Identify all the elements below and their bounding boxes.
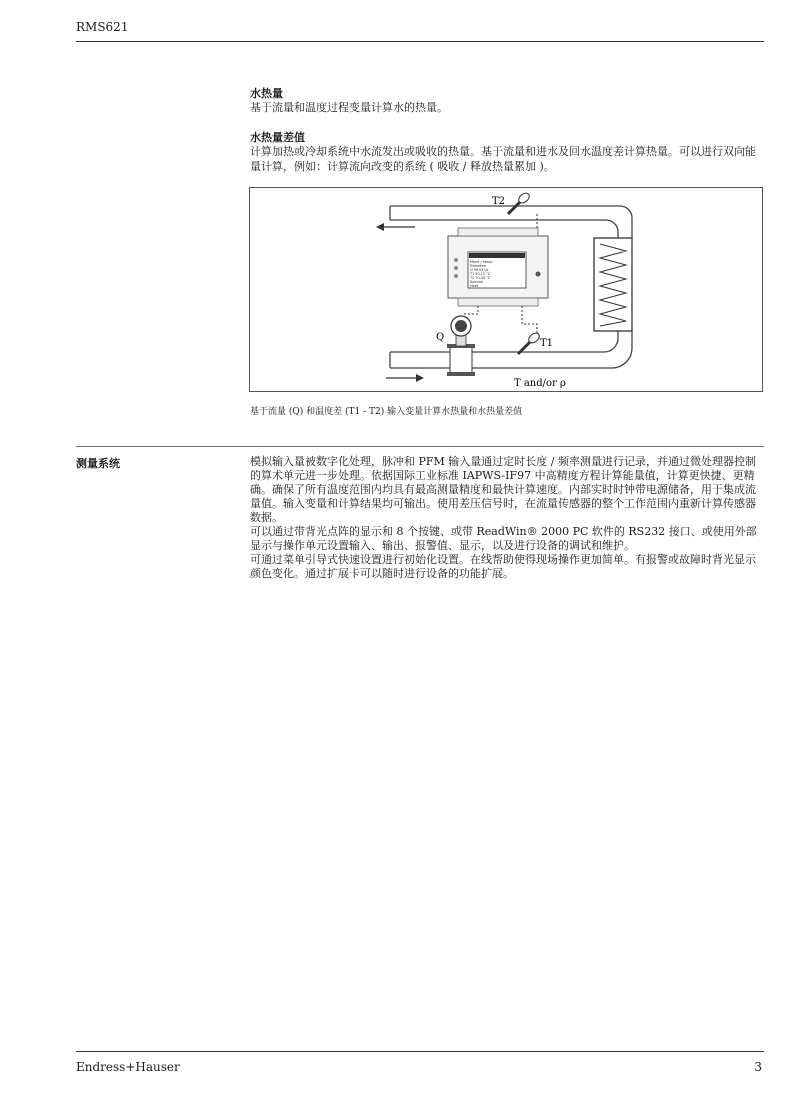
flowmeter-icon [447, 316, 475, 376]
device-screen-titlebar [469, 253, 525, 258]
device-bottom-terminals [458, 298, 538, 306]
device-screen-line: Summe [470, 280, 483, 284]
device-top-terminals [458, 228, 538, 236]
label-q: Q [436, 332, 445, 343]
footer-divider [76, 1051, 764, 1052]
temperature-sensor-t2-icon [508, 191, 531, 214]
temperature-sensor-t1-icon [518, 331, 541, 354]
water-heat-diff-text: 计算加热或冷却系统中水流发出或吸收的热量。基于流量和进水及回水温度差计算热量。可以进行双向能量计算，例如：计算流向改变的系统 ( 吸收 / 释放热量累加 )。 [250, 145, 756, 173]
device-screen-line: Menü / Setup [470, 260, 493, 264]
diagram-svg [250, 188, 762, 391]
section-divider [76, 446, 764, 447]
arrow-top-head [376, 223, 384, 231]
measurement-system-paragraph: 模拟输入量被数字化处理，脉冲和 PFM 输入量通过定时长度 / 频率测量进行记录，并通过微处理器控制的算术单元进一步处理。依据国际工业标准 IAPWS-IF97 中高精度方程计算能量值，计算更快捷、更精确。确保了所有温度范围内均具有最高测量精度和最快计算速度。内部实时时钟带电源储备，用于集成流量值。输入变量和计算结果均可输出。使用差压信号时，在流量传感器的整个工作范围内重新计算传感器数据。 [250, 455, 756, 524]
device-button [454, 274, 458, 278]
footer-brand: Endress+Hauser [76, 1060, 180, 1074]
pipe-bottom-inner [390, 331, 618, 352]
water-heat-heading: 水热量 [250, 87, 283, 100]
device-button [454, 258, 458, 262]
page-number: 3 [754, 1060, 762, 1074]
measurement-system-text [250, 455, 764, 581]
device-button [454, 266, 458, 270]
device-screen-line: T2 70,04 °C [470, 276, 491, 280]
water-heat-text: 基于流量和温度过程变量计算水的热量。 [250, 101, 448, 114]
pipe-bottom-outer [390, 348, 632, 368]
document-title: RMS621 [76, 20, 129, 34]
device-led [536, 272, 541, 277]
device-screen-line: T1 50,12 °C [470, 272, 491, 276]
device-screen-line: Heat [470, 284, 479, 288]
measurement-system-paragraph: 可通过菜单引导式快速设置进行初始化设置。在线帮助使得现场操作更加简单。有报警或故障时背光显示颜色变化。通过扩展卡可以随时进行设备的功能扩展。 [250, 553, 756, 580]
water-heat-diff-heading: 水热量差值 [250, 131, 305, 144]
system-diagram [249, 187, 763, 392]
measurement-system-paragraph: 可以通过带背光点阵的显示和 8 个按键、或带 ReadWin® 2000 PC 软件的 RS232 接口、或使用外部显示与操作单元设置输入、输出、报警值、显示，以及进行设备的调试和维护。 [250, 525, 757, 552]
label-t2: T2 [492, 196, 506, 207]
signal-line-q [464, 306, 478, 314]
figure-caption: 基于流量 (Q) 和温度差 (T1 - T2) 输入变量计算水热量和水热量差值 [250, 407, 523, 417]
measurement-system-label: 测量系统 [76, 457, 120, 470]
label-t1: T1 [540, 338, 554, 349]
arrow-bottom-head [416, 374, 424, 382]
header-divider [76, 41, 764, 42]
device-screen-line: Einheiten [470, 264, 486, 268]
label-bottom: T and/or ρ [514, 378, 566, 389]
device-screen-line: Q 56,03 l/s [470, 268, 489, 272]
